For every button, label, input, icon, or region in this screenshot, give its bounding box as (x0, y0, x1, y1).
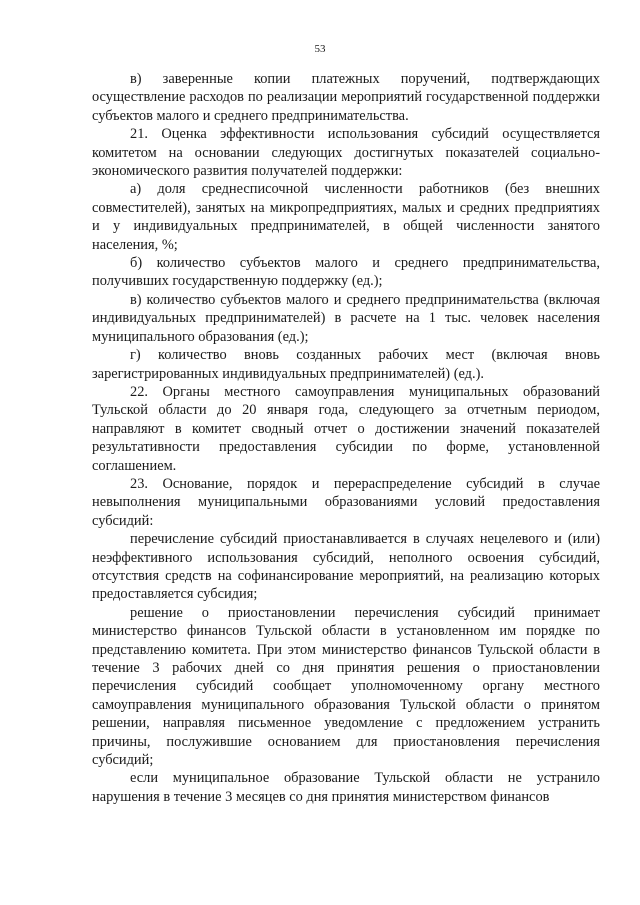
paragraph-suspension-cases: перечисление субсидий приостанавливается в случаях нецелевого и (или) неэффективного использования субсидий, неполного освоения субсидий, отсутствия средств на софинансирование мероприятий, на реализацию которых предоставляется субсидия; (92, 531, 600, 603)
paragraph-21-efficiency-assessment: 21. Оценка эффективности использования субсидий осуществляется комитетом на основании следующих достигнутых показателей социально-экономического развития получателей поддержки: (92, 126, 600, 180)
paragraph-item-v-payment-orders: в) заверенные копии платежных поручений, подтверждающих осуществление расходов по реализации мероприятий государственной поддержки субъектов малого и среднего предпринимательства. (92, 71, 600, 124)
paragraph-23-redistribution: 23. Основание, порядок и перераспределение субсидий в случае невыполнения муниципальными образованиями условий предоставления субсидий: (92, 475, 600, 529)
paragraph-item-b-supported-entities: б) количество субъектов малого и среднего предпринимательства, получивших государственную поддержку (ед.); (92, 255, 600, 290)
paragraph-item-v-entities-per-thousand: в) количество субъектов малого и среднего предпринимательства (включая индивидуальных предпринимателей) в расчете на 1 тыс. человек населения муниципального образования (ед.); (92, 291, 600, 345)
paragraph-unresolved-violations: если муниципальное образование Тульской области не устранило нарушения в течение 3 месяцев со дня принятия министерством финансов (92, 770, 600, 805)
paragraph-suspension-decision: решение о приостановлении перечисления субсидий принимает министерство финансов Тульской области в установленном им порядке по представлению комитета. При этом министерство финансов Тульской области в течение 3 рабочих дней со дня принятия решения о приостановлении перечисления субсидий сообщает уполномоченному органу местного самоуправления муниципального образования Тульской области о принятом решении, направляя письменное уведомление с предложением устранить причины, послужившие основанием для приостановления перечисления субсидий; (92, 604, 600, 769)
body-text (92, 70, 600, 806)
paragraph-item-a-employee-share: а) доля среднесписочной численности работников (без внешних совместителей), занятых на микропредприятиях, малых и средних предприятиях и у индивидуальных предпринимателей, в общей численности занятого населения, %; (92, 181, 600, 253)
paragraph-22-reporting: 22. Органы местного самоуправления муниципальных образований Тульской области до 20 января года, следующего за отчетным периодом, направляют в комитет сводный отчет о достижении значений показателей результативности предоставления субсидии по форме, установленной соглашением. (92, 383, 600, 474)
page-number: 53 (314, 43, 326, 55)
paragraph-item-g-new-jobs: г) количество вновь созданных рабочих мест (включая вновь зарегистрированных индивидуальных предпринимателей) (ед.). (92, 347, 600, 382)
